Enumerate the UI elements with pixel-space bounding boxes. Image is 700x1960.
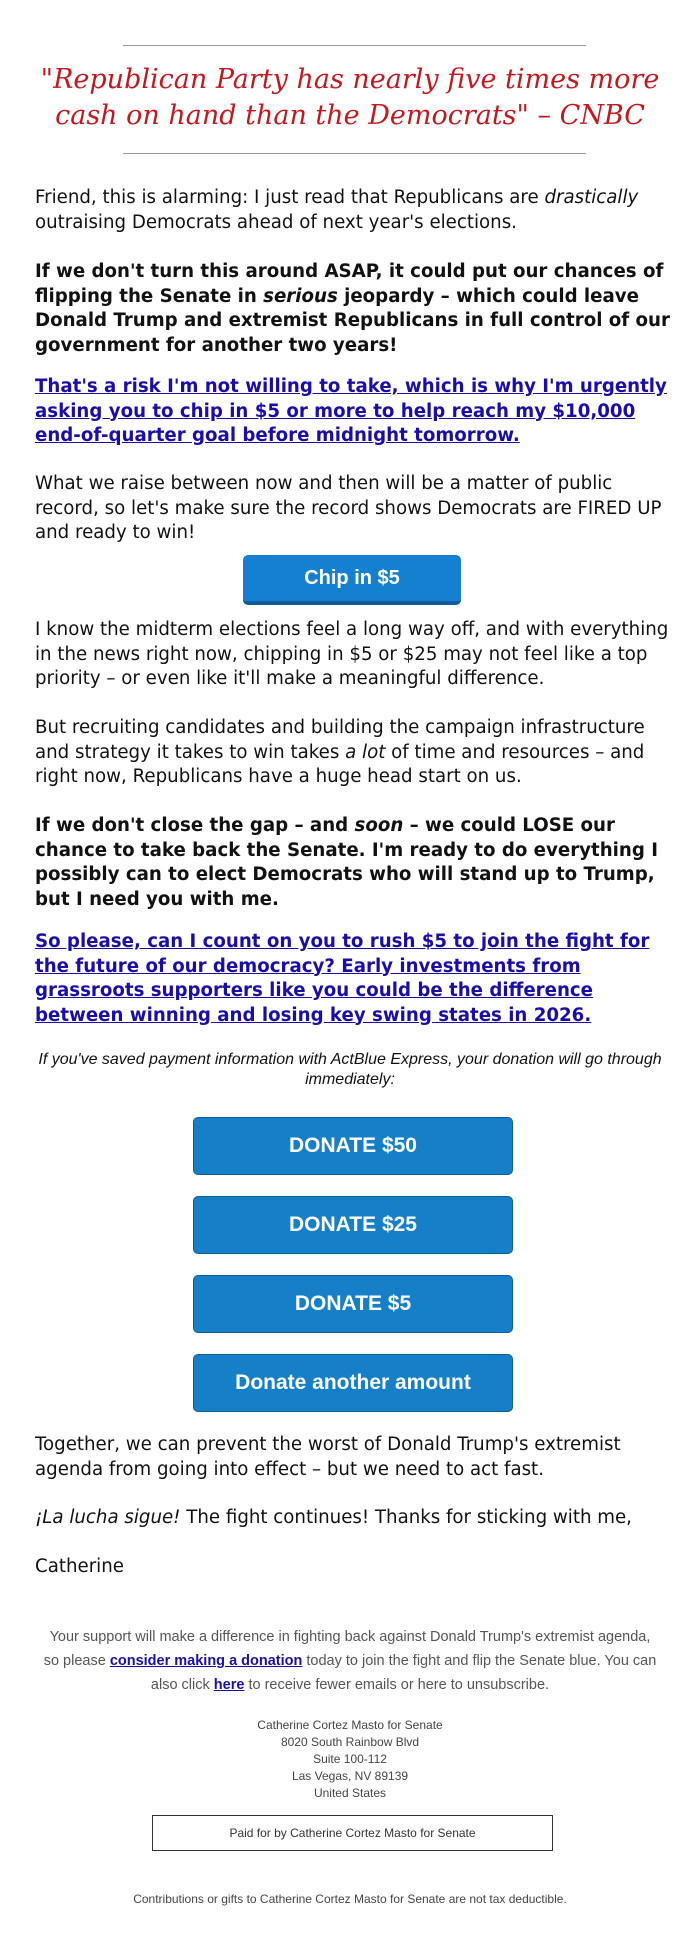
headline-divider bbox=[123, 153, 586, 154]
donate-25-button[interactable]: DONATE $25 bbox=[193, 1196, 513, 1254]
paragraph-resources: But recruiting candidates and building the campaign infrastructure and strategy it takes to win takes a lot of time and resources – and right now, Republicans have a huge head start on us. bbox=[35, 717, 645, 787]
donate-5-button[interactable]: DONATE $5 bbox=[193, 1275, 513, 1333]
mailing-address bbox=[150, 1717, 550, 1802]
donate-50-button[interactable]: DONATE $50 bbox=[193, 1117, 513, 1175]
footer-message: Your support will make a difference in fighting back against Donald Trump's extremist agenda, so please consider making a donation today to join the fight and flip the Senate blue. You can also click here to receive fewer emails or here to unsubscribe. bbox=[43, 1629, 657, 1693]
donate-other-amount-button[interactable]: Donate another amount bbox=[193, 1354, 513, 1412]
address-line: United States bbox=[313, 1786, 387, 1800]
paragraph-together: Together, we can prevent the worst of Donald Trump's extremist agenda from going into effect – but we need to act fast. bbox=[35, 1434, 621, 1480]
actblue-express-note: If you've saved payment information with ActBlue Express, your donation will go through immediately: bbox=[38, 1051, 662, 1088]
paragraph-warning: If we don't turn this around ASAP, it could put our chances of flipping the Senate in serious jeopardy – which could leave Donald Trump and extremist Republicans in full control of our government for another two years! bbox=[35, 261, 670, 356]
tax-disclaimer: Contributions or gifts to Catherine Cortez Masto for Senate are not tax deductible. bbox=[133, 1892, 567, 1906]
consider-donation-link[interactable]: consider making a donation bbox=[109, 1653, 303, 1669]
paragraph-public-record: What we raise between now and then will be a matter of public record, so let's make sure the record shows Democrats are FIRED UP and ready to win! bbox=[35, 473, 662, 543]
address-line: Las Vegas, NV 89139 bbox=[291, 1769, 409, 1783]
chip-in-link-paragraph[interactable]: That's a risk I'm not willing to take, which is why I'm urgently asking you to chip in $5 or more to help reach my $10,000 end-of-quarter goal before midnight tomorrow. bbox=[35, 376, 667, 446]
paragraph-close-gap: If we don't close the gap – and soon – we could LOSE our chance to take back the Senate. I'm ready to do everything I possibly can to elect Democrats who will stand up to Trump, but I need you with me. bbox=[35, 815, 658, 910]
address-line: Catherine Cortez Masto for Senate bbox=[257, 1718, 443, 1732]
paragraph-intro: Friend, this is alarming: I just read that Republicans are drastically outraising Democrats ahead of next year's elections. bbox=[35, 187, 639, 233]
paragraph-la-lucha: ¡La lucha sigue! The fight continues! Thanks for sticking with me, bbox=[35, 1507, 632, 1528]
top-divider bbox=[123, 45, 586, 46]
rush-donation-link-paragraph[interactable]: So please, can I count on you to rush $5 to join the fight for the future of our democracy? Early investments from grassroots supporters like you could be the difference between winning and losing key swing states in 2026. bbox=[35, 931, 650, 1026]
paid-for-box: Paid for by Catherine Cortez Masto for Senate bbox=[152, 1815, 553, 1851]
signature: Catherine bbox=[35, 1556, 124, 1577]
paragraph-midterms: I know the midterm elections feel a long way off, and with everything in the news right now, chipping in $5 or $25 may not feel like a top priority – or even like it'll make a meaningful difference. bbox=[35, 619, 669, 689]
address-line: Suite 100-112 bbox=[313, 1752, 387, 1766]
chip-in-button[interactable]: Chip in $5 bbox=[243, 555, 461, 605]
address-line: 8020 South Rainbow Blvd bbox=[280, 1735, 420, 1749]
fewer-emails-link[interactable]: here bbox=[213, 1677, 245, 1693]
headline-quote: "Republican Party has nearly five times more cash on hand than the Democrats" – CNBC bbox=[40, 64, 660, 131]
